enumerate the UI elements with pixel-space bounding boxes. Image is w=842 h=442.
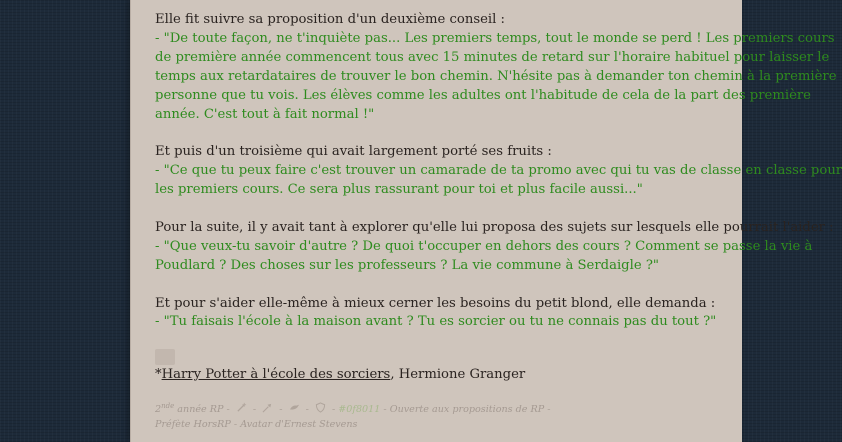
footnote-character: , Hermione Granger bbox=[390, 367, 526, 382]
narration: Et puis d'un troisième qui avait largement porté ses fruits : bbox=[155, 144, 552, 160]
dialogue-line: les premiers cours. Ce sera plus rassurant pour toi et plus facile aussi..." bbox=[155, 182, 643, 198]
dialogue-line: - "Tu faisais l'école à la maison avant ? Tu es sorcier ou tu ne connais pas du tout ?" bbox=[155, 314, 717, 330]
paragraph-gap bbox=[155, 276, 723, 295]
collapsed-spoiler-button[interactable] bbox=[155, 349, 175, 365]
post-content bbox=[155, 11, 842, 332]
raven-icon bbox=[289, 402, 300, 413]
signature: 2nde année RP - - - - - #0f8011 - Ouverte aux propositions de RP - Préfète HorsRP - Avatar d'Ernest Stevens bbox=[155, 402, 551, 431]
dialogue-line: Poudlard ? Des choses sur les professeurs ? La vie commune à Serdaigle ?" bbox=[155, 257, 659, 273]
footnote bbox=[155, 367, 525, 382]
paragraph-gap bbox=[155, 200, 723, 219]
signature-line-2: Préfète HorsRP - Avatar d'Ernest Stevens bbox=[155, 419, 358, 431]
post-body bbox=[130, 0, 842, 442]
narration: Pour la suite, il y avait tant à explorer qu'elle lui proposa des sujets sur lesquels elle pourrait l'aider : bbox=[155, 219, 834, 235]
book-title-link[interactable]: Harry Potter à l'école des sorciers bbox=[161, 367, 391, 382]
signature-year: 2nde année RP - bbox=[155, 402, 233, 416]
footnote-star: * bbox=[155, 367, 162, 382]
narration: Et pour s'aider elle-même à mieux cerner les besoins du petit blond, elle demanda : bbox=[155, 295, 716, 311]
dialogue-line: - "Que veux-tu savoir d'autre ? De quoi t'occuper en dehors des cours ? Comment se passe la vie à bbox=[155, 238, 813, 254]
dialogue-line: - "De toute façon, ne t'inquiète pas... Les premiers temps, tout le monde se perd ! Les premiers cours bbox=[155, 30, 835, 46]
dialogue-line: année. C'est tout à fait normal !" bbox=[155, 106, 375, 122]
dialogue-line: de première année commencent tous avec 15 minutes de retard sur l'horaire habituel pour laisser le bbox=[155, 49, 830, 65]
dialogue-line: temps aux retardataires de trouver le bon chemin. N'hésite pas à demander ton chemin à la première bbox=[155, 68, 837, 84]
wand-icon bbox=[236, 402, 247, 413]
signature-offer: - Ouverte aux propositions de RP - bbox=[380, 404, 551, 416]
signature-tag: #0f8011 bbox=[338, 404, 381, 416]
shield-icon bbox=[315, 402, 326, 413]
paragraph-gap bbox=[155, 124, 723, 143]
broom-icon bbox=[262, 402, 273, 413]
narration: Elle fit suivre sa proposition d'un deuxième conseil : bbox=[155, 12, 505, 27]
dialogue-line: personne que tu vois. Les élèves comme les adultes ont l'habitude de cela de la part des première bbox=[155, 87, 811, 103]
dialogue-line: - "Ce que tu peux faire c'est trouver un camarade de ta promo avec qui tu vas de classe en classe pour bbox=[155, 163, 842, 179]
